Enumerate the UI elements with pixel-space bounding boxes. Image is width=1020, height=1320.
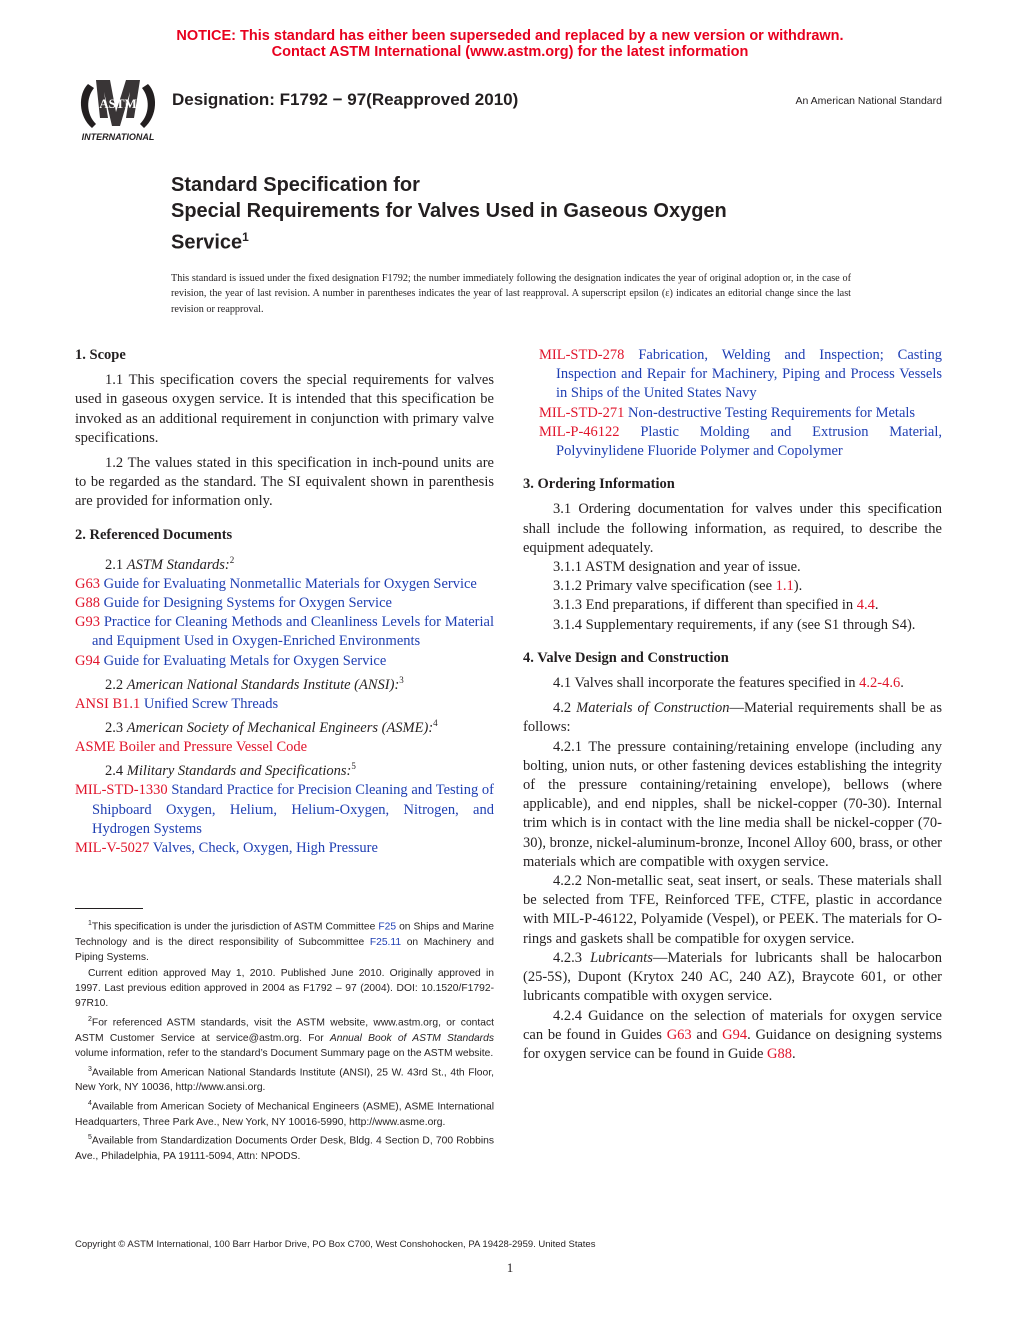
refs-2-3-label: American Society of Mechanical Engineers (ASME): bbox=[126, 719, 434, 736]
footnote-4-mark: 4 bbox=[88, 1099, 92, 1107]
design-4-2-3-ital: Lubricants bbox=[590, 949, 653, 966]
ref-g93 bbox=[75, 613, 494, 651]
refs-2-1-sup: 2 bbox=[229, 554, 235, 565]
refs-2-1-label: ASTM Standards: bbox=[126, 556, 230, 573]
ref-mil-p-46122-title[interactable]: Plastic Molding and Extrusion Material, Polyvinylidene Fluoride Polymer and Copolymer bbox=[556, 423, 942, 460]
issuance-note: This standard is issued under the fixed designation F1792; the number immediately following the designation indicates the year of original adoption or, in the case of revision, the year of last revision. A number in parentheses indicates the year of last reapproval. A superscript epsilon (ε) indicates an editorial change since the last revision or reapproval. bbox=[171, 273, 851, 315]
notice-line-1: NOTICE: This standard has either been superseded and replaced by a new version or withdrawn. bbox=[176, 28, 844, 44]
footnote-2-mark: 2 bbox=[88, 1015, 92, 1023]
ordering-link-4-4[interactable]: 4.4 bbox=[856, 597, 875, 614]
designation: Designation: F1792 − 97(Reapproved 2010) bbox=[172, 90, 519, 109]
design-link-4-2-4-6[interactable]: 4.2-4.6 bbox=[859, 675, 901, 692]
refs-2-4-num: 2.4 bbox=[105, 763, 124, 780]
design-4-2-2: 4.2.2 Non-metallic seat, seat insert, or seals. These materials shall be selected from TFE, Reinforced TFE, CTFE, plastic in accordance with MIL-P-46122, Polyamide (Vespel), or PEEK. The materials for O-rings and gaskets shall be compatible for oxygen service. bbox=[523, 873, 942, 947]
ref-ansi bbox=[75, 695, 494, 714]
logo-org: INTERNATIONAL bbox=[81, 132, 155, 142]
ref-asme[interactable]: ASME Boiler and Pressure Vessel Code bbox=[75, 739, 308, 756]
ref-mil-v-5027-code[interactable]: MIL-V-5027 bbox=[75, 839, 150, 856]
ref-g63-code[interactable]: G63 bbox=[75, 575, 100, 592]
ref-mil-std-1330-title[interactable]: Standard Practice for Precision Cleaning and Testing of Shipboard Oxygen, Helium, Helium-Oxygen, Nitrogen, and Hydrogen Systems bbox=[92, 782, 494, 837]
refs-2-3-num: 2.3 bbox=[105, 719, 124, 736]
design-4-2-3-text: —Materials for lubricants shall be halocarbon (25-5S), Dupont (Krytox 240 AC, 240 AZ), Braycote 601, or other lubricants compatible with oxygen service. bbox=[523, 949, 942, 1005]
title-line-2: Special Requirements for Valves Used in Gaseous Oxygen bbox=[171, 200, 727, 222]
astm-logo-icon bbox=[74, 74, 162, 144]
ref-g93-title[interactable]: Practice for Cleaning Methods and Cleanliness Levels for Material and Equipment Used in Oxygen-Enriched Environments bbox=[92, 614, 494, 650]
footnote-1 bbox=[75, 916, 494, 966]
footnote-1-b: on Ships and Marine Technology and is the direct responsibility of Subcommittee bbox=[75, 921, 494, 948]
ref-mil-p-46122 bbox=[523, 423, 942, 461]
footnote-link-f25-11[interactable]: F25.11 bbox=[369, 936, 402, 948]
ordering-3-1-3 bbox=[523, 596, 942, 615]
refs-2-4-sup: 5 bbox=[351, 761, 356, 772]
footnote-5 bbox=[75, 1130, 494, 1164]
ref-g88-title[interactable]: Guide for Designing Systems for Oxygen Service bbox=[103, 595, 392, 612]
title-footnote-ref: 1 bbox=[242, 230, 249, 244]
design-link-g88[interactable]: G88 bbox=[767, 1045, 792, 1062]
ordering-3-1-3-text: 3.1.3 End preparations, if different than specified in bbox=[553, 597, 857, 614]
refs-2-2 bbox=[75, 671, 494, 695]
footnote-5-text: Available from Standardization Documents Order Desk, Bldg. 4 Section D, 700 Robbins Ave., Philadelphia, PA 19111-5094, Attn: NPODS. bbox=[75, 1135, 494, 1162]
scope-1-1: 1.1 This specification covers the special requirements for valves used in gaseous oxygen service. It is intended that this specification be invoked as an additional requirement in conjunction with primary valve specifications. bbox=[75, 372, 494, 446]
refs-heading: 2. Referenced Documents bbox=[75, 526, 233, 543]
footnote-link-f25[interactable]: F25 bbox=[378, 921, 397, 933]
ref-g93-code[interactable]: G93 bbox=[75, 614, 100, 631]
ref-ansi-code[interactable]: ANSI B1.1 bbox=[75, 695, 141, 712]
design-4-2-3-num: 4.2.3 bbox=[553, 949, 591, 966]
footnote-3 bbox=[75, 1062, 494, 1096]
ref-mil-p-46122-code[interactable]: MIL-P-46122 bbox=[539, 423, 620, 440]
scope-heading: 1. Scope bbox=[75, 347, 126, 363]
design-heading: 4. Valve Design and Construction bbox=[523, 649, 729, 666]
design-4-2-1: 4.2.1 The pressure containing/retaining envelope (including any bolting, union nuts, or other fastening devices establishing the integrity of the pressure containing/retaining envelope), bellows (where applicable), and end nipples, shall be nickel-copper (70-30). Internal trim which is in contact with the line media shall be nickel-copper (70-30), bronze, nickel-aluminum-bronze, Inconel Alloy 600, brass, or other materials which are compatible with oxygen service. bbox=[523, 738, 942, 870]
footnote-rule bbox=[75, 908, 143, 909]
ordering-heading: 3. Ordering Information bbox=[523, 476, 675, 493]
footnote-2-b: volume information, refer to the standard’s Document Summary page on the ASTM website. bbox=[75, 1048, 494, 1060]
ref-mil-std-271 bbox=[523, 404, 942, 423]
footnote-1-a: This specification is under the jurisdiction of ASTM Committee bbox=[91, 921, 379, 933]
footnote-2-a: For referenced ASTM standards, visit the ASTM website, www.astm.org, or contact ASTM Customer Service at service@astm.org. For bbox=[75, 1017, 494, 1044]
footnote-3-text: Available from American National Standards Institute (ANSI), 25 W. 43rd St., 4th Floor, New York, NY 10036, http://www.ansi.org. bbox=[75, 1066, 494, 1094]
ref-mil-std-1330-code[interactable]: MIL-STD-1330 bbox=[75, 782, 168, 799]
ref-g88-code[interactable]: G88 bbox=[75, 595, 100, 612]
ref-mil-std-1330 bbox=[75, 781, 494, 839]
left-column bbox=[75, 346, 494, 858]
design-4-2-4-and: and bbox=[691, 1026, 723, 1043]
ordering-3-1-4: 3.1.4 Supplementary requirements, if any (see S1 through S4). bbox=[553, 616, 916, 633]
title-line-3: Service bbox=[171, 231, 243, 254]
right-column bbox=[523, 346, 942, 1064]
refs-2-3 bbox=[75, 714, 494, 738]
ref-mil-std-278-code[interactable]: MIL-STD-278 bbox=[539, 347, 625, 363]
ordering-3-1-3-end: . bbox=[874, 597, 879, 614]
refs-2-4-label: Military Standards and Specifications: bbox=[126, 763, 352, 780]
ordering-3-1-2-end: ). bbox=[793, 578, 803, 595]
footnote-4-text: Available from American Society of Mechanical Engineers (ASME), ASME International Headquarters, Three Park Ave., New York, NY 10016-5990, http://www.asme.org. bbox=[75, 1101, 494, 1128]
title-line-1: Standard Specification for bbox=[171, 174, 420, 196]
design-link-g94[interactable]: G94 bbox=[722, 1026, 748, 1043]
ref-mil-std-271-code[interactable]: MIL-STD-271 bbox=[539, 404, 625, 421]
logo-letters: ASTM bbox=[99, 96, 137, 111]
american-national-standard: An American National Standard bbox=[795, 95, 942, 107]
footnotes bbox=[75, 916, 494, 1164]
ref-g94-code[interactable]: G94 bbox=[75, 652, 100, 669]
footnote-1-mark: 1 bbox=[88, 920, 92, 927]
design-4-2-text: —Material requirements shall be as follows: bbox=[523, 700, 942, 736]
ordering-3-1-2 bbox=[523, 577, 942, 596]
ref-g94-title[interactable]: Guide for Evaluating Metals for Oxygen Service bbox=[103, 652, 387, 669]
page-number: 1 bbox=[506, 1260, 514, 1275]
copyright: Copyright © ASTM International, 100 Barr Harbor Drive, PO Box C700, West Conshohocken, PA 19428-2959. United States bbox=[75, 1239, 596, 1250]
ref-g63 bbox=[75, 575, 494, 594]
design-4-1-text: 4.1 Valves shall incorporate the features specified in bbox=[553, 675, 860, 692]
ref-mil-std-278 bbox=[523, 346, 942, 404]
design-4-2-num: 4.2 bbox=[553, 700, 577, 717]
footnote-3-mark: 3 bbox=[88, 1065, 92, 1073]
ref-mil-v-5027-title[interactable]: Valves, Check, Oxygen, High Pressure bbox=[152, 839, 378, 856]
ordering-3-1-2-text: 3.1.2 Primary valve specification (see bbox=[553, 578, 776, 595]
design-4-2-3 bbox=[523, 949, 942, 1007]
refs-2-1 bbox=[75, 551, 494, 575]
notice-line-2: Contact ASTM International (www.astm.org) for the latest information bbox=[271, 44, 749, 60]
ordering-3-1-1: 3.1.1 ASTM designation and year of issue. bbox=[553, 559, 801, 576]
design-4-2-4-mid: . Guidance on designing systems for oxygen service can be found in Guide bbox=[523, 1026, 943, 1062]
design-4-2-4-text: 4.2.4 Guidance on the selection of materials for oxygen service can be found in Guides bbox=[523, 1007, 942, 1043]
document-title bbox=[171, 172, 871, 256]
ref-mil-v-5027 bbox=[75, 839, 494, 858]
design-4-2-4 bbox=[523, 1007, 942, 1065]
ordering-3-1: 3.1 Ordering documentation for valves under this specification shall include the following information, as required, to describe the equipment adequately. bbox=[523, 501, 942, 556]
design-4-2-ital: Materials of Construction bbox=[576, 700, 730, 717]
design-4-2-4-end: . bbox=[792, 1045, 796, 1062]
refs-2-2-sup: 3 bbox=[399, 674, 404, 685]
design-4-2 bbox=[523, 699, 942, 737]
ref-ansi-title[interactable]: Unified Screw Threads bbox=[143, 695, 279, 712]
refs-2-1-num: 2.1 bbox=[105, 556, 124, 573]
refs-2-3-sup: 4 bbox=[433, 718, 438, 729]
refs-2-2-num: 2.2 bbox=[105, 676, 124, 693]
ref-mil-std-271-title[interactable]: Non-destructive Testing Requirements for Metals bbox=[628, 404, 916, 421]
footnote-1-edition: Current edition approved May 1, 2010. Published June 2010. Originally approved in 1997. Last previous edition approved in 2004 as F1792 – 97 (2004). DOI: 10.1520/F1792-97R10. bbox=[75, 967, 494, 1010]
ordering-link-1-1[interactable]: 1.1 bbox=[775, 578, 794, 595]
refs-2-4 bbox=[75, 757, 494, 781]
refs-2-2-label: American National Standards Institute (ANSI): bbox=[126, 676, 400, 693]
footnote-2-ital: Annual Book of ASTM Standards bbox=[329, 1032, 494, 1044]
ref-mil-std-278-title[interactable]: Fabrication, Welding and Inspection; Casting Inspection and Repair for Machinery, Piping and Process Vessels in Ships of the United States Navy bbox=[556, 347, 942, 402]
scope-1-2: 1.2 The values stated in this specification in inch-pound units are to be regarded as the standard. The SI equivalent shown in parenthesis are provided for information only. bbox=[75, 455, 494, 510]
footnote-4 bbox=[75, 1096, 494, 1130]
ref-g63-title[interactable]: Guide for Evaluating Nonmetallic Materials for Oxygen Service bbox=[103, 575, 477, 592]
footnote-2 bbox=[75, 1012, 494, 1062]
design-link-g63[interactable]: G63 bbox=[666, 1026, 692, 1043]
ref-g88 bbox=[75, 594, 494, 613]
footnote-5-mark: 5 bbox=[88, 1133, 92, 1141]
ref-g94 bbox=[75, 652, 494, 671]
footnote-1-c: on Machinery and Piping Systems. bbox=[75, 936, 494, 964]
design-4-1 bbox=[523, 674, 942, 693]
design-4-1-end: . bbox=[900, 675, 904, 692]
